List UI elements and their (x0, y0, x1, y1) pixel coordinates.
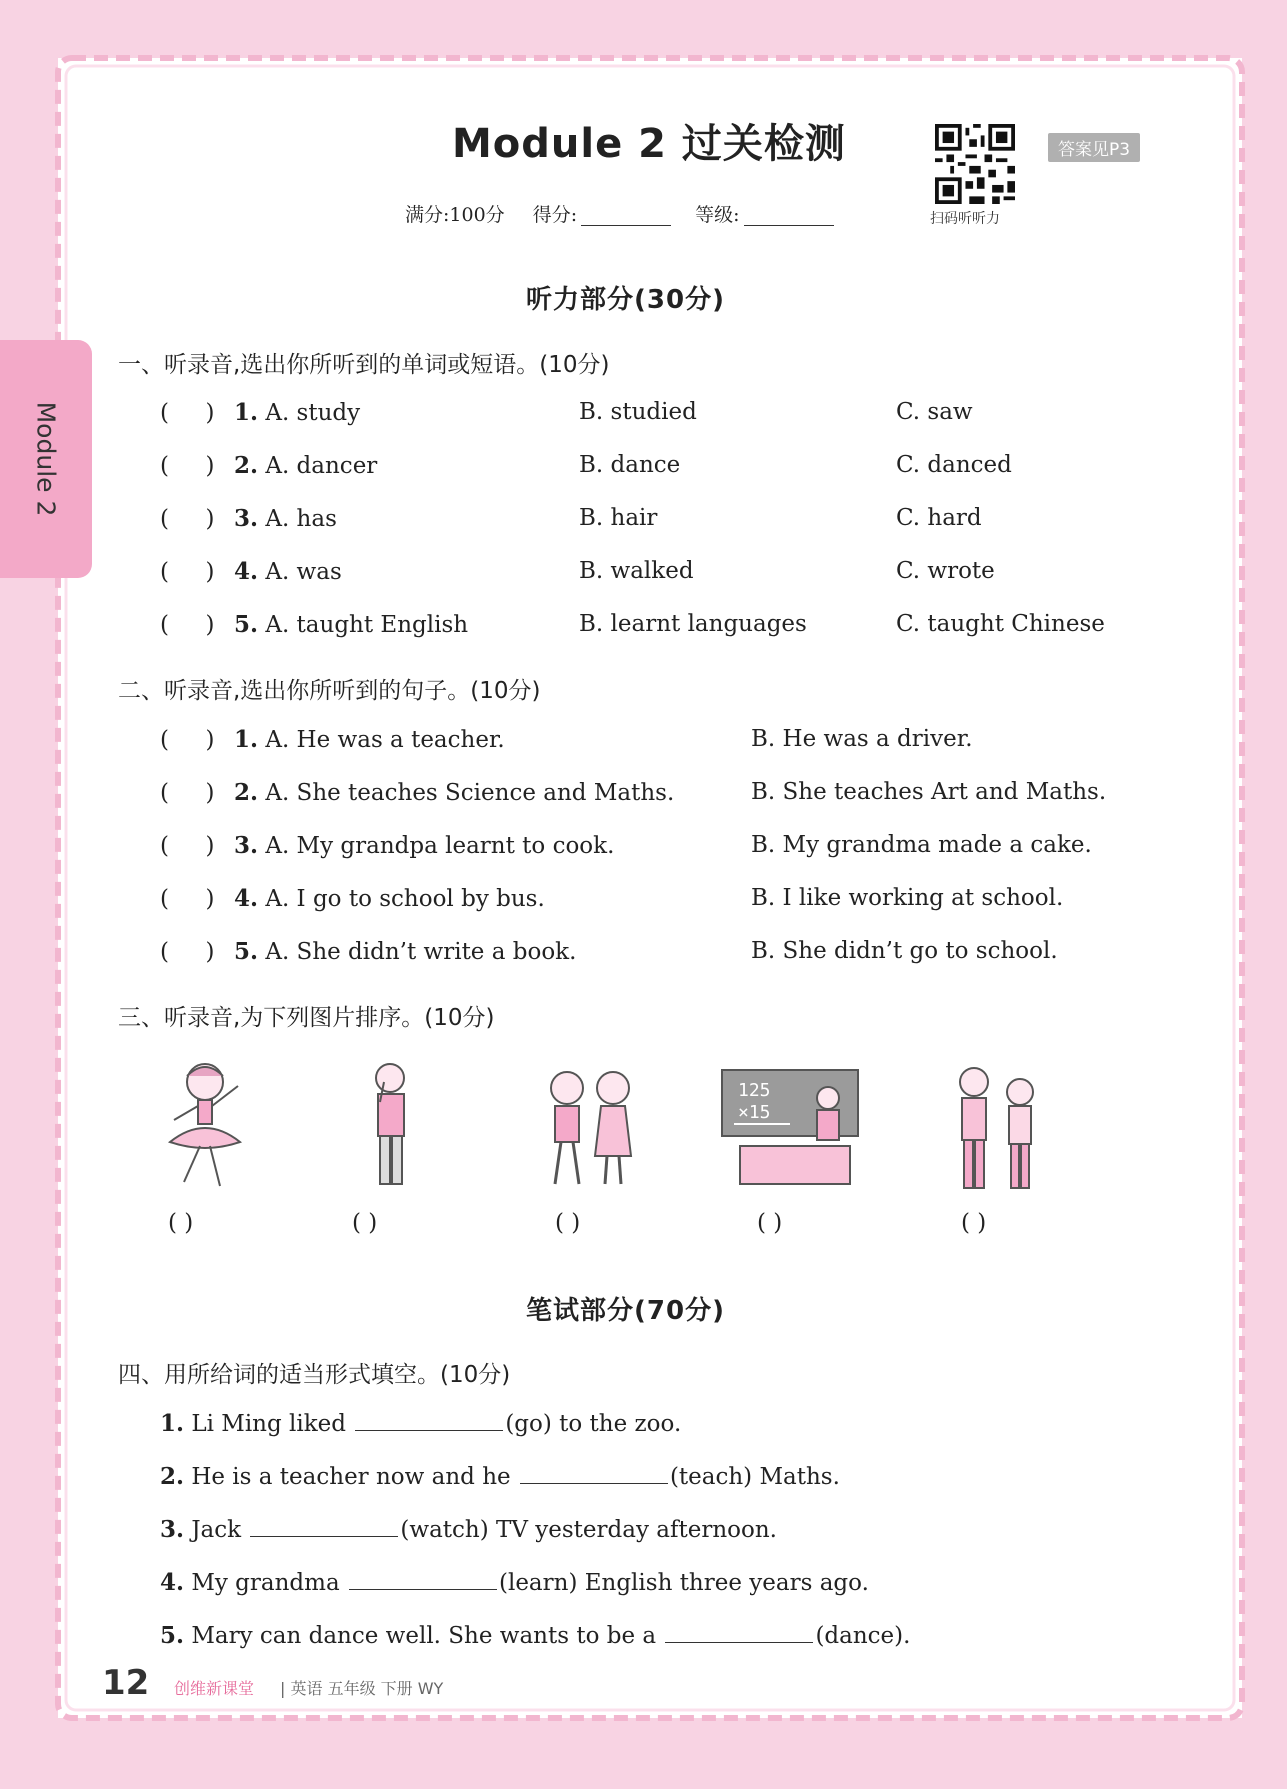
part2-instruction: 二、听录音,选出你所听到的句子。(10分) (118, 678, 541, 704)
grade-blank[interactable] (744, 207, 834, 226)
list-item[interactable]: ( ) 5. A. taught English (160, 611, 469, 638)
grade-label: 等级: (695, 204, 740, 226)
option-b[interactable]: B. dance (579, 452, 681, 478)
blackboard-line-2: ×15 (738, 1102, 771, 1123)
option-c[interactable]: C. wrote (896, 558, 995, 584)
teacher-blackboard-picture (720, 1068, 860, 1192)
ballet-dancer-picture (160, 1058, 250, 1192)
qr-label: 扫码听听力 (930, 211, 1000, 227)
list-item: 4. My grandma (learn) English three years ago. (160, 1569, 869, 1596)
full-score: 满分:100分 (405, 204, 505, 226)
list-item[interactable]: ( ) 4. A. I go to school by bus. (160, 885, 545, 912)
picture-answer-1[interactable]: ( ) (168, 1210, 194, 1236)
list-item[interactable]: ( ) 4. A. was (160, 558, 342, 585)
fill-blank[interactable] (349, 1569, 497, 1590)
option-b[interactable]: B. walked (579, 558, 694, 584)
score-blank[interactable] (581, 207, 671, 226)
list-item: 3. Jack (watch) TV yesterday afternoon. (160, 1516, 777, 1543)
part1-instruction: 一、听录音,选出你所听到的单词或短语。(10分) (118, 352, 610, 378)
score-label: 得分: (532, 204, 578, 226)
part3-instruction: 三、听录音,为下列图片排序。(10分) (118, 1005, 495, 1031)
answer-badge: 答案见P3 (1048, 133, 1140, 162)
picture-answer-2[interactable]: ( ) (352, 1210, 378, 1236)
page-number: 12 (102, 1663, 150, 1703)
fill-blank[interactable] (250, 1516, 398, 1537)
option-c[interactable]: C. saw (896, 399, 973, 425)
option-c[interactable]: C. danced (896, 452, 1012, 478)
list-item[interactable]: ( ) 5. A. She didn’t write a book. (160, 938, 577, 965)
list-item[interactable]: ( ) 3. A. has (160, 505, 337, 532)
list-item: 2. He is a teacher now and he (teach) Maths. (160, 1463, 840, 1490)
blackboard-line-1: 125 (738, 1080, 771, 1101)
option-b[interactable]: B. He was a driver. (751, 726, 973, 752)
list-item[interactable]: ( ) 3. A. My grandpa learnt to cook. (160, 832, 615, 859)
side-tab-label: Module 2 (31, 401, 61, 517)
list-item[interactable]: ( ) 2. A. She teaches Science and Maths. (160, 779, 675, 806)
list-item[interactable]: ( ) 1. A. study (160, 399, 361, 426)
module-side-tab (0, 340, 92, 578)
option-b[interactable]: B. studied (579, 399, 697, 425)
list-item: 1. Li Ming liked (go) to the zoo. (160, 1410, 682, 1437)
fill-blank[interactable] (520, 1463, 668, 1484)
footer-info: | 英语 五年级 下册 WY (280, 1679, 444, 1698)
page-title: Module 2 过关检测 (452, 121, 846, 167)
grandparents-picture (948, 1064, 1048, 1194)
two-children-picture (535, 1066, 645, 1192)
picture-answer-4[interactable]: ( ) (757, 1210, 783, 1236)
score-line (405, 200, 852, 227)
picture-answer-5[interactable]: ( ) (961, 1210, 987, 1236)
list-item: 5. Mary can dance well. She wants to be a (dance). (160, 1622, 911, 1649)
part4-instruction: 四、用所给词的适当形式填空。(10分) (118, 1362, 511, 1388)
qr-code-icon[interactable] (935, 124, 1015, 204)
option-b[interactable]: B. I like working at school. (751, 885, 1064, 911)
option-b[interactable]: B. learnt languages (579, 611, 807, 637)
list-item[interactable]: ( ) 1. A. He was a teacher. (160, 726, 505, 753)
picture-answer-3[interactable]: ( ) (555, 1210, 581, 1236)
option-b[interactable]: B. She didn’t go to school. (751, 938, 1058, 964)
writing-section-title: 笔试部分(70分) (526, 1296, 725, 1326)
footer-brand: 创维新课堂 (174, 1679, 255, 1698)
fill-blank[interactable] (355, 1410, 503, 1431)
boy-eating-picture (350, 1058, 430, 1192)
fill-blank[interactable] (665, 1622, 813, 1643)
option-c[interactable]: C. taught Chinese (896, 611, 1105, 637)
option-b[interactable]: B. My grandma made a cake. (751, 832, 1092, 858)
option-c[interactable]: C. hard (896, 505, 982, 531)
option-b[interactable]: B. hair (579, 505, 658, 531)
list-item[interactable]: ( ) 2. A. dancer (160, 452, 378, 479)
listening-section-title: 听力部分(30分) (526, 285, 725, 315)
option-b[interactable]: B. She teaches Art and Maths. (751, 779, 1107, 805)
